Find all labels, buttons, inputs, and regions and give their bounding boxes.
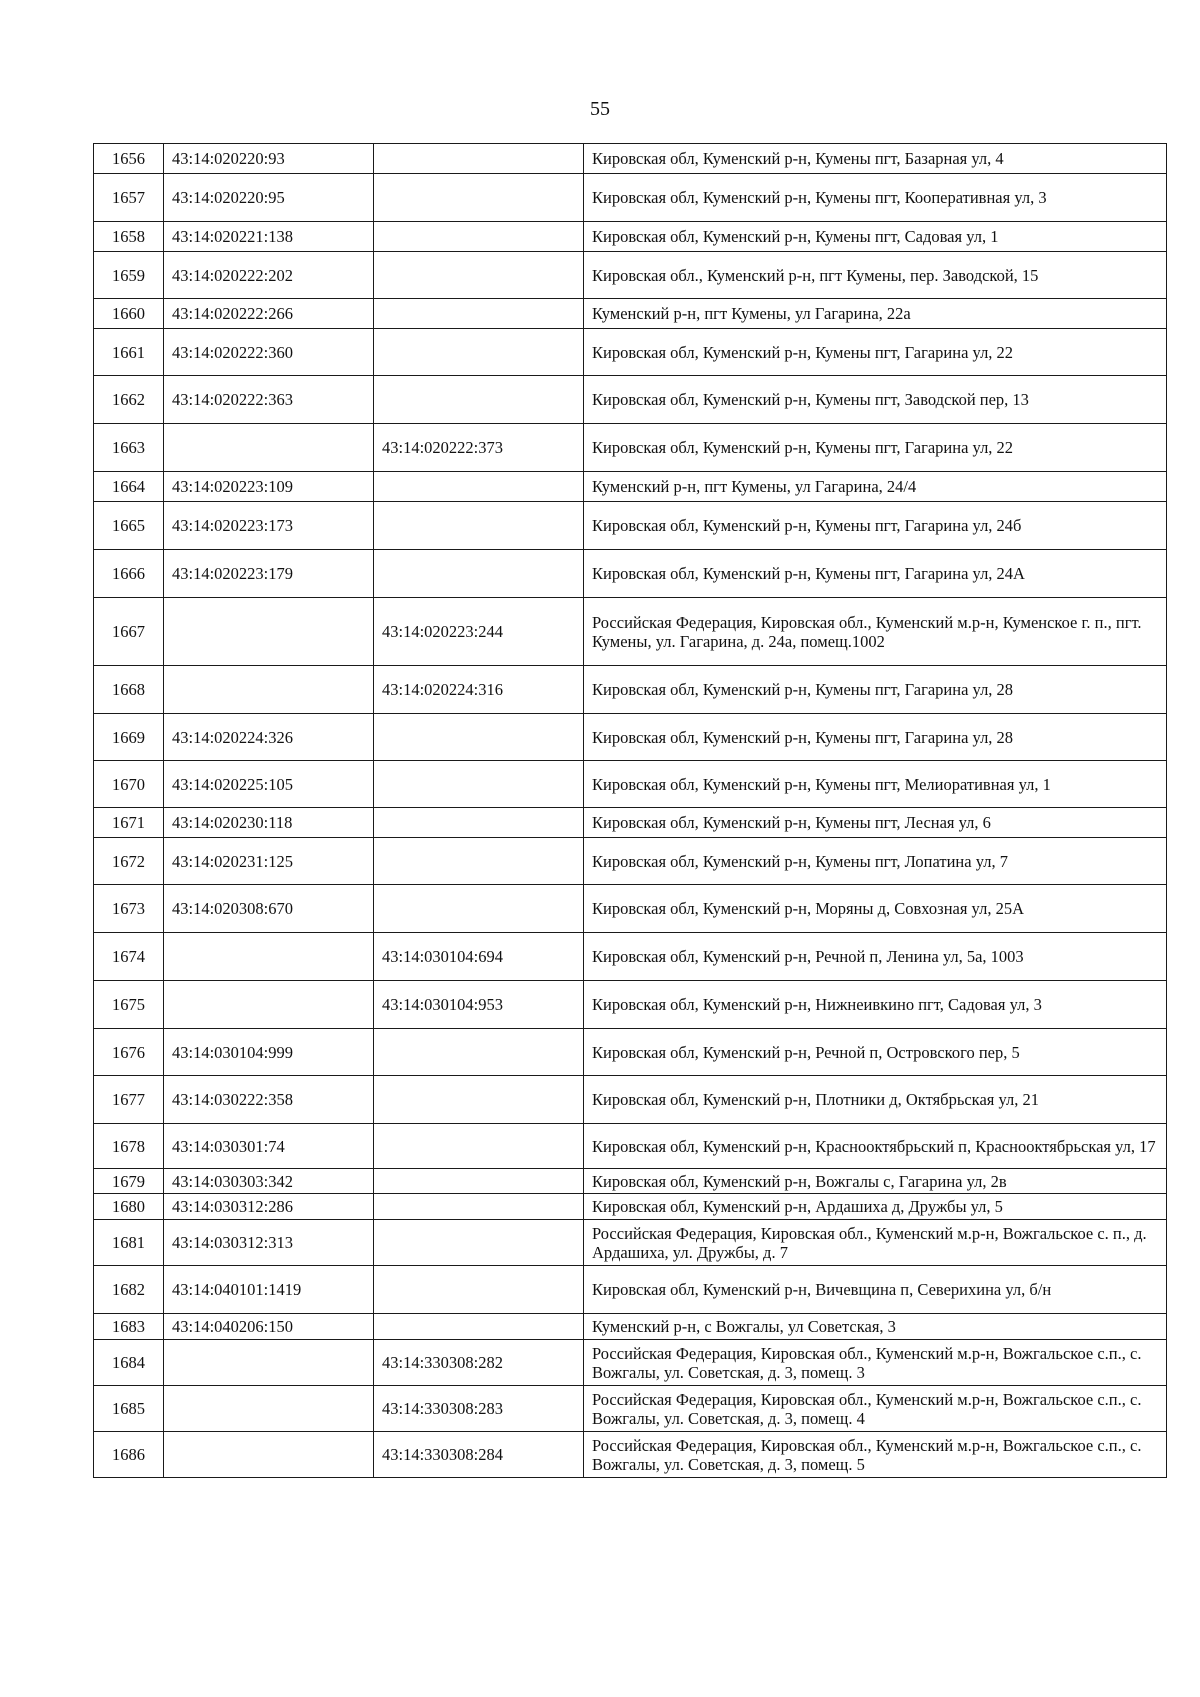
address: Кировская обл, Куменский р-н, Нижнеивкино пгт, Садовая ул, 3 [584, 981, 1167, 1029]
address: Кировская обл, Куменский р-н, Кумены пгт, Садовая ул, 1 [584, 222, 1167, 252]
table-row [94, 933, 1167, 981]
table-row [94, 174, 1167, 222]
premises-cadastral-number [374, 714, 584, 761]
address: Кировская обл, Куменский р-н, Моряны д, Совхозная ул, 25А [584, 885, 1167, 933]
premises-cadastral-number [374, 502, 584, 550]
table-row [94, 329, 1167, 376]
row-number: 1661 [94, 329, 164, 376]
table-row [94, 472, 1167, 502]
row-number: 1684 [94, 1340, 164, 1386]
table-row [94, 376, 1167, 424]
cadastral-number: 43:14:030104:999 [164, 1029, 374, 1076]
cadastral-number [164, 1432, 374, 1478]
premises-cadastral-number: 43:14:030104:694 [374, 933, 584, 981]
premises-cadastral-number [374, 252, 584, 299]
premises-cadastral-number [374, 1194, 584, 1220]
page-number: 55 [590, 98, 610, 120]
address: Российская Федерация, Кировская обл., Куменский м.р-н, Куменское г. п., пгт. Кумены, ул. Гагарина, д. 24а, помещ.1002 [584, 598, 1167, 666]
address: Российская Федерация, Кировская обл., Куменский м.р-н, Вожгальское с.п., с. Вожгалы, ул. Советская, д. 3, помещ. 4 [584, 1386, 1167, 1432]
table-row [94, 1076, 1167, 1124]
premises-cadastral-number [374, 144, 584, 174]
row-number: 1677 [94, 1076, 164, 1124]
cadastral-number: 43:14:020222:202 [164, 252, 374, 299]
table-row [94, 1220, 1167, 1266]
table-row [94, 502, 1167, 550]
cadastral-number [164, 424, 374, 472]
table-row [94, 1266, 1167, 1314]
address: Кировская обл, Куменский р-н, Кумены пгт, Заводской пер, 13 [584, 376, 1167, 424]
premises-cadastral-number: 43:14:020224:316 [374, 666, 584, 714]
premises-cadastral-number [374, 808, 584, 838]
cadastral-number [164, 1340, 374, 1386]
table-row [94, 1340, 1167, 1386]
cadastral-number: 43:14:020222:266 [164, 299, 374, 329]
row-number: 1685 [94, 1386, 164, 1432]
cadastral-number: 43:14:020230:118 [164, 808, 374, 838]
address: Кировская обл, Куменский р-н, Вожгалы с, Гагарина ул, 2в [584, 1169, 1167, 1194]
row-number: 1665 [94, 502, 164, 550]
premises-cadastral-number [374, 1169, 584, 1194]
premises-cadastral-number [374, 376, 584, 424]
address: Кировская обл, Куменский р-н, Кумены пгт, Гагарина ул, 24б [584, 502, 1167, 550]
row-number: 1675 [94, 981, 164, 1029]
cadastral-number: 43:14:030303:342 [164, 1169, 374, 1194]
premises-cadastral-number: 43:14:020223:244 [374, 598, 584, 666]
row-number: 1657 [94, 174, 164, 222]
address: Кировская обл, Куменский р-н, Кумены пгт, Гагарина ул, 22 [584, 424, 1167, 472]
address: Кировская обл, Куменский р-н, Кумены пгт, Лесная ул, 6 [584, 808, 1167, 838]
address: Российская Федерация, Кировская обл., Куменский м.р-н, Вожгальское с.п., с. Вожгалы, ул. Советская, д. 3, помещ. 3 [584, 1340, 1167, 1386]
table-row [94, 252, 1167, 299]
table-row [94, 714, 1167, 761]
cadastral-number [164, 981, 374, 1029]
cadastral-number: 43:14:040101:1419 [164, 1266, 374, 1314]
cadastral-number: 43:14:040206:150 [164, 1314, 374, 1340]
address: Кировская обл, Куменский р-н, Вичевщина п, Северихина ул, б/н [584, 1266, 1167, 1314]
premises-cadastral-number: 43:14:330308:282 [374, 1340, 584, 1386]
row-number: 1686 [94, 1432, 164, 1478]
row-number: 1664 [94, 472, 164, 502]
premises-cadastral-number: 43:14:330308:283 [374, 1386, 584, 1432]
cadastral-number: 43:14:020221:138 [164, 222, 374, 252]
cadastral-number: 43:14:030312:313 [164, 1220, 374, 1266]
row-number: 1667 [94, 598, 164, 666]
cadastral-number: 43:14:020223:173 [164, 502, 374, 550]
row-number: 1674 [94, 933, 164, 981]
row-number: 1680 [94, 1194, 164, 1220]
cadastral-number [164, 598, 374, 666]
table-row [94, 550, 1167, 598]
row-number: 1679 [94, 1169, 164, 1194]
address: Кировская обл, Куменский р-н, Кумены пгт, Гагарина ул, 22 [584, 329, 1167, 376]
table-row [94, 299, 1167, 329]
address: Кировская обл, Куменский р-н, Кумены пгт, Лопатина ул, 7 [584, 838, 1167, 885]
cadastral-number: 43:14:030301:74 [164, 1124, 374, 1169]
address: Кировская обл, Куменский р-н, Ардашиха д, Дружбы ул, 5 [584, 1194, 1167, 1220]
row-number: 1656 [94, 144, 164, 174]
row-number: 1672 [94, 838, 164, 885]
address: Кировская обл, Куменский р-н, Краснооктябрьский п, Краснооктябрьская ул, 17 [584, 1124, 1167, 1169]
row-number: 1658 [94, 222, 164, 252]
premises-cadastral-number: 43:14:020222:373 [374, 424, 584, 472]
premises-cadastral-number [374, 174, 584, 222]
address: Кировская обл, Куменский р-н, Речной п, Ленина ул, 5а, 1003 [584, 933, 1167, 981]
table-row [94, 761, 1167, 808]
premises-cadastral-number [374, 1124, 584, 1169]
cadastral-number [164, 1386, 374, 1432]
cadastral-number [164, 933, 374, 981]
row-number: 1676 [94, 1029, 164, 1076]
cadastral-number: 43:14:020231:125 [164, 838, 374, 885]
address: Кировская обл, Куменский р-н, Плотники д, Октябрьская ул, 21 [584, 1076, 1167, 1124]
table-row [94, 808, 1167, 838]
premises-cadastral-number: 43:14:330308:284 [374, 1432, 584, 1478]
address: Куменский р-н, с Вожгалы, ул Советская, 3 [584, 1314, 1167, 1340]
address: Кировская обл, Куменский р-н, Кумены пгт, Базарная ул, 4 [584, 144, 1167, 174]
table-row [94, 1124, 1167, 1169]
premises-cadastral-number [374, 329, 584, 376]
table-row [94, 424, 1167, 472]
address: Российская Федерация, Кировская обл., Куменский м.р-н, Вожгальское с.п., с. Вожгалы, ул. Советская, д. 3, помещ. 5 [584, 1432, 1167, 1478]
cadastral-number: 43:14:020225:105 [164, 761, 374, 808]
cadastral-number: 43:14:030222:358 [164, 1076, 374, 1124]
address: Кировская обл, Куменский р-н, Кумены пгт, Кооперативная ул, 3 [584, 174, 1167, 222]
row-number: 1659 [94, 252, 164, 299]
table-row [94, 666, 1167, 714]
table-row [94, 1169, 1167, 1194]
row-number: 1670 [94, 761, 164, 808]
address: Кировская обл, Куменский р-н, Кумены пгт, Гагарина ул, 28 [584, 666, 1167, 714]
row-number: 1678 [94, 1124, 164, 1169]
row-number: 1666 [94, 550, 164, 598]
cadastral-number: 43:14:020224:326 [164, 714, 374, 761]
premises-cadastral-number [374, 222, 584, 252]
table-row [94, 1314, 1167, 1340]
premises-cadastral-number [374, 885, 584, 933]
registry-table [93, 143, 1167, 1478]
premises-cadastral-number [374, 838, 584, 885]
premises-cadastral-number [374, 299, 584, 329]
cadastral-number: 43:14:020222:363 [164, 376, 374, 424]
row-number: 1683 [94, 1314, 164, 1340]
premises-cadastral-number [374, 550, 584, 598]
table-row [94, 144, 1167, 174]
cadastral-number: 43:14:020308:670 [164, 885, 374, 933]
row-number: 1660 [94, 299, 164, 329]
table-row [94, 1386, 1167, 1432]
address: Кировская обл, Куменский р-н, Кумены пгт, Гагарина ул, 28 [584, 714, 1167, 761]
address: Куменский р-н, пгт Кумены, ул Гагарина, 22а [584, 299, 1167, 329]
row-number: 1682 [94, 1266, 164, 1314]
premises-cadastral-number [374, 1220, 584, 1266]
row-number: 1669 [94, 714, 164, 761]
premises-cadastral-number [374, 1314, 584, 1340]
premises-cadastral-number [374, 1076, 584, 1124]
address: Кировская обл, Куменский р-н, Кумены пгт, Гагарина ул, 24А [584, 550, 1167, 598]
row-number: 1662 [94, 376, 164, 424]
table-row [94, 838, 1167, 885]
cadastral-number: 43:14:020220:93 [164, 144, 374, 174]
address: Кировская обл, Куменский р-н, Кумены пгт, Мелиоративная ул, 1 [584, 761, 1167, 808]
table-row [94, 222, 1167, 252]
row-number: 1681 [94, 1220, 164, 1266]
row-number: 1671 [94, 808, 164, 838]
premises-cadastral-number [374, 472, 584, 502]
cadastral-number: 43:14:020223:179 [164, 550, 374, 598]
table-row [94, 885, 1167, 933]
table-row [94, 1029, 1167, 1076]
premises-cadastral-number [374, 761, 584, 808]
address: Куменский р-н, пгт Кумены, ул Гагарина, 24/4 [584, 472, 1167, 502]
cadastral-number: 43:14:020223:109 [164, 472, 374, 502]
cadastral-number: 43:14:030312:286 [164, 1194, 374, 1220]
cadastral-number: 43:14:020222:360 [164, 329, 374, 376]
address: Кировская обл., Куменский р-н, пгт Кумены, пер. Заводской, 15 [584, 252, 1167, 299]
address: Российская Федерация, Кировская обл., Куменский м.р-н, Вожгальское с. п., д. Ардашиха, ул. Дружбы, д. 7 [584, 1220, 1167, 1266]
row-number: 1673 [94, 885, 164, 933]
row-number: 1663 [94, 424, 164, 472]
table-row [94, 1194, 1167, 1220]
table-row [94, 598, 1167, 666]
cadastral-number [164, 666, 374, 714]
table-row [94, 1432, 1167, 1478]
row-number: 1668 [94, 666, 164, 714]
premises-cadastral-number [374, 1029, 584, 1076]
address: Кировская обл, Куменский р-н, Речной п, Островского пер, 5 [584, 1029, 1167, 1076]
premises-cadastral-number: 43:14:030104:953 [374, 981, 584, 1029]
premises-cadastral-number [374, 1266, 584, 1314]
table-row [94, 981, 1167, 1029]
cadastral-number: 43:14:020220:95 [164, 174, 374, 222]
